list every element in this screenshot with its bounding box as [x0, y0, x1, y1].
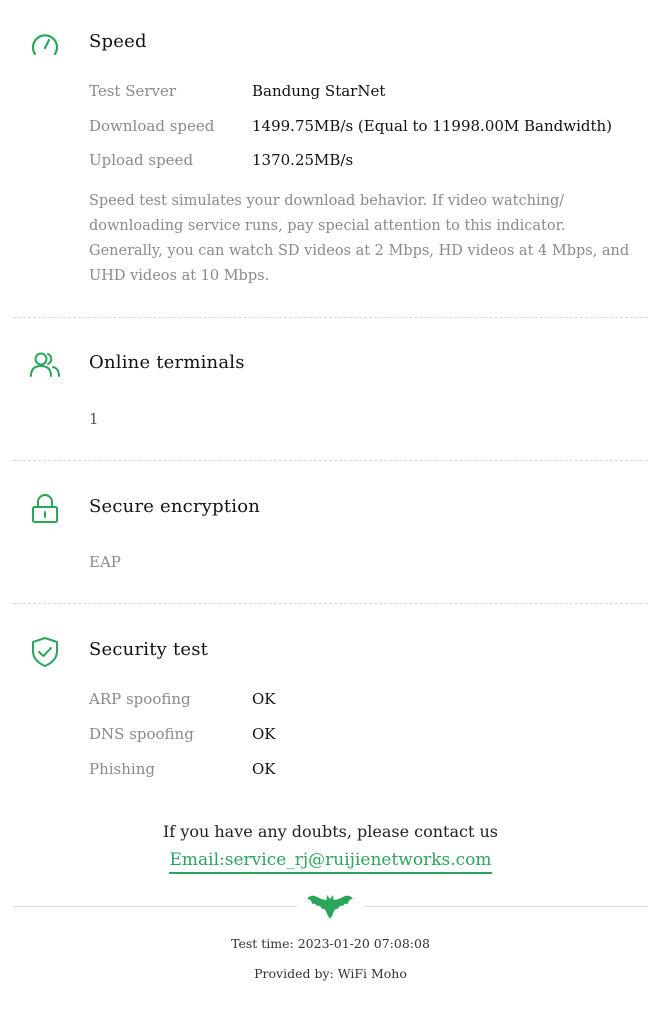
- users-icon: [28, 347, 62, 381]
- section-divider: [13, 603, 648, 604]
- security-row-value: OK: [252, 760, 276, 778]
- shield-check-icon: [28, 635, 62, 669]
- security-row-value: OK: [252, 690, 276, 708]
- speed-row-value: Bandung StarNet: [252, 82, 386, 100]
- encryption-title: Secure encryption: [89, 496, 261, 517]
- security-title: Security test: [89, 639, 209, 660]
- security-row-label: ARP spoofing: [89, 690, 191, 708]
- lock-icon: [28, 492, 62, 526]
- speed-row-value: 1499.75MB/s (Equal to 11998.00M Bandwidth): [252, 117, 613, 135]
- speed-row-value: 1370.25MB/s: [252, 151, 354, 169]
- provided-by: Provided by: WiFi Moho: [254, 966, 407, 981]
- test-time: Test time: 2023-01-20 07:08:08: [231, 936, 430, 951]
- speedometer-icon: [28, 28, 62, 62]
- speed-row-label: Upload speed: [89, 151, 194, 169]
- email-link[interactable]: Email:service_rj@ruijienetworks.com: [169, 850, 491, 874]
- security-row-label: Phishing: [89, 760, 155, 778]
- speed-row-label: Test Server: [89, 82, 177, 100]
- speed-description: Speed test simulates your download behavior. If video watching/ downloading service runs, pay special attention to this indicator. Generally, you can watch SD videos at 2 Mbps, HD videos at 4 Mbps, and UHD videos at 10 Mbps.: [89, 193, 630, 284]
- encryption-value: EAP: [89, 553, 121, 571]
- contact-text: If you have any doubts, please contact us: [162, 822, 499, 841]
- terminals-count: 1: [89, 410, 99, 428]
- contact-link-wrap: [0, 850, 661, 870]
- speed-row-label: Download speed: [89, 117, 215, 135]
- footer-divider-left: [13, 906, 297, 907]
- terminals-title: Online terminals: [89, 352, 245, 373]
- speed-title: Speed: [89, 31, 147, 52]
- bat-logo-icon: [307, 893, 353, 921]
- section-divider: [13, 460, 648, 461]
- footer-divider-right: [364, 906, 648, 907]
- security-row-value: OK: [252, 725, 276, 743]
- section-divider: [13, 317, 648, 318]
- security-row-label: DNS spoofing: [89, 725, 194, 743]
